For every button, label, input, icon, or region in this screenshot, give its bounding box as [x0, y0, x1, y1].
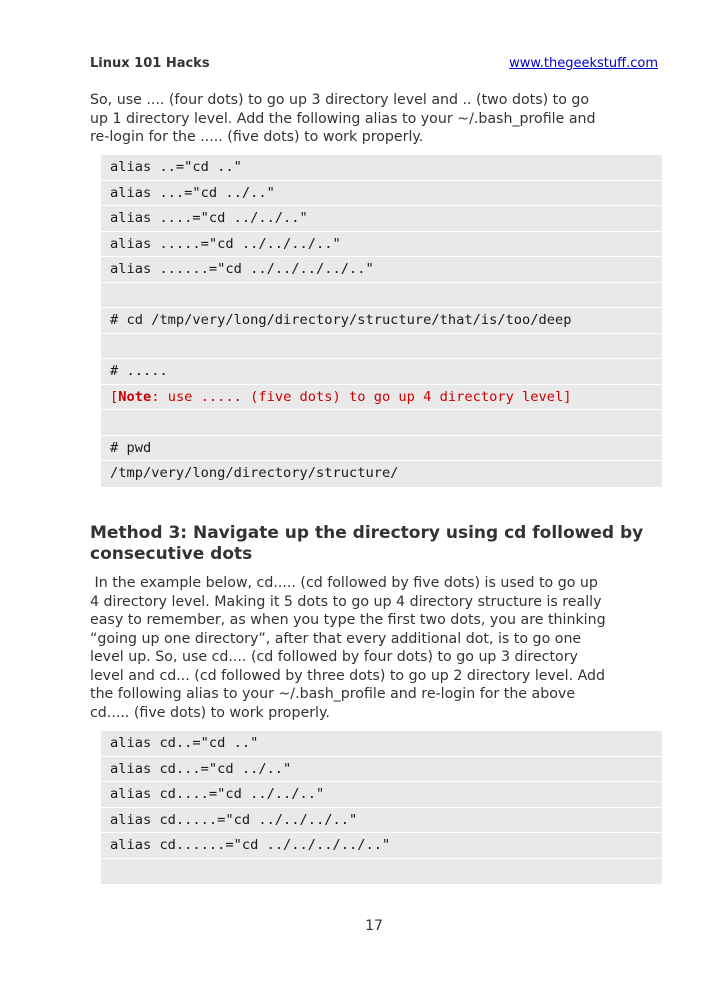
site-link[interactable]: www.thegeekstuff.com [509, 56, 658, 71]
heading-line: consecutive dots [90, 544, 253, 564]
code-line: alias ...="cd ../.." [101, 181, 662, 207]
note-label: Note [118, 388, 152, 405]
code-line: # cd /tmp/very/long/directory/structure/that/is/too/deep [101, 308, 662, 334]
text-line: up 1 directory level. Add the following alias to your ~/.bash_profile and [90, 110, 596, 127]
code-line: alias ......="cd ../../../../.." [101, 257, 662, 283]
code-line: alias cd......="cd ../../../../.." [101, 833, 662, 859]
text-line: the following alias to your ~/.bash_profile and re-login for the above [90, 686, 576, 702]
code-line: # ..... [101, 359, 662, 385]
code-block-dot-aliases [101, 155, 662, 487]
section-heading [90, 523, 670, 565]
text-line: 4 directory level. Making it 5 dots to go up 4 directory structure is really [90, 593, 602, 610]
text-line: So, use .... (four dots) to go up 3 directory level and .. (two dots) to go [90, 92, 590, 108]
code-line: alias ..="cd .." [101, 155, 662, 181]
code-line: alias cd...="cd ../.." [101, 757, 662, 783]
note-open-bracket: [ [110, 388, 119, 405]
page-header [90, 56, 658, 74]
heading-line: Method 3: Navigate up the directory using cd followed by [90, 523, 644, 543]
text-line: In the example below, cd..... (cd followed by five dots) is used to go up [90, 575, 598, 591]
code-line: alias ....="cd ../../.." [101, 206, 662, 232]
text-line: level and cd... (cd followed by three dots) to go up 2 directory level. Add [90, 667, 606, 684]
code-line: # pwd [101, 436, 662, 462]
text-line: cd..... (five dots) to work properly. [90, 704, 330, 721]
code-line [101, 334, 662, 360]
code-line: alias cd..="cd .." [101, 731, 662, 757]
code-line: /tmp/very/long/directory/structure/ [110, 465, 399, 481]
text-line: re-login for the ..... (five dots) to work properly. [90, 129, 424, 145]
text-line: easy to remember, as when you type the first two dots, you are thinking [90, 612, 606, 628]
code-line: alias cd....="cd ../../.." [101, 782, 662, 808]
code-line: alias cd.....="cd ../../../.." [101, 808, 662, 834]
text-line: “going up one directory”, after that every additional dot, is to go one [90, 630, 582, 647]
code-note-line [101, 385, 662, 411]
book-title: Linux 101 Hacks [90, 56, 210, 71]
note-text: : use ..... (five dots) to go up 4 directory level] [151, 388, 572, 405]
code-line [101, 410, 662, 436]
method3-paragraph [90, 574, 660, 722]
intro-paragraph [90, 91, 660, 147]
text-line: level up. So, use cd.... (cd followed by four dots) to go up 3 directory [90, 649, 578, 665]
code-line [101, 283, 662, 309]
code-line: alias .....="cd ../../../.." [101, 232, 662, 258]
code-block-cd-aliases [101, 731, 662, 884]
page-number: 17 [365, 918, 383, 934]
code-line-blank [101, 859, 662, 885]
